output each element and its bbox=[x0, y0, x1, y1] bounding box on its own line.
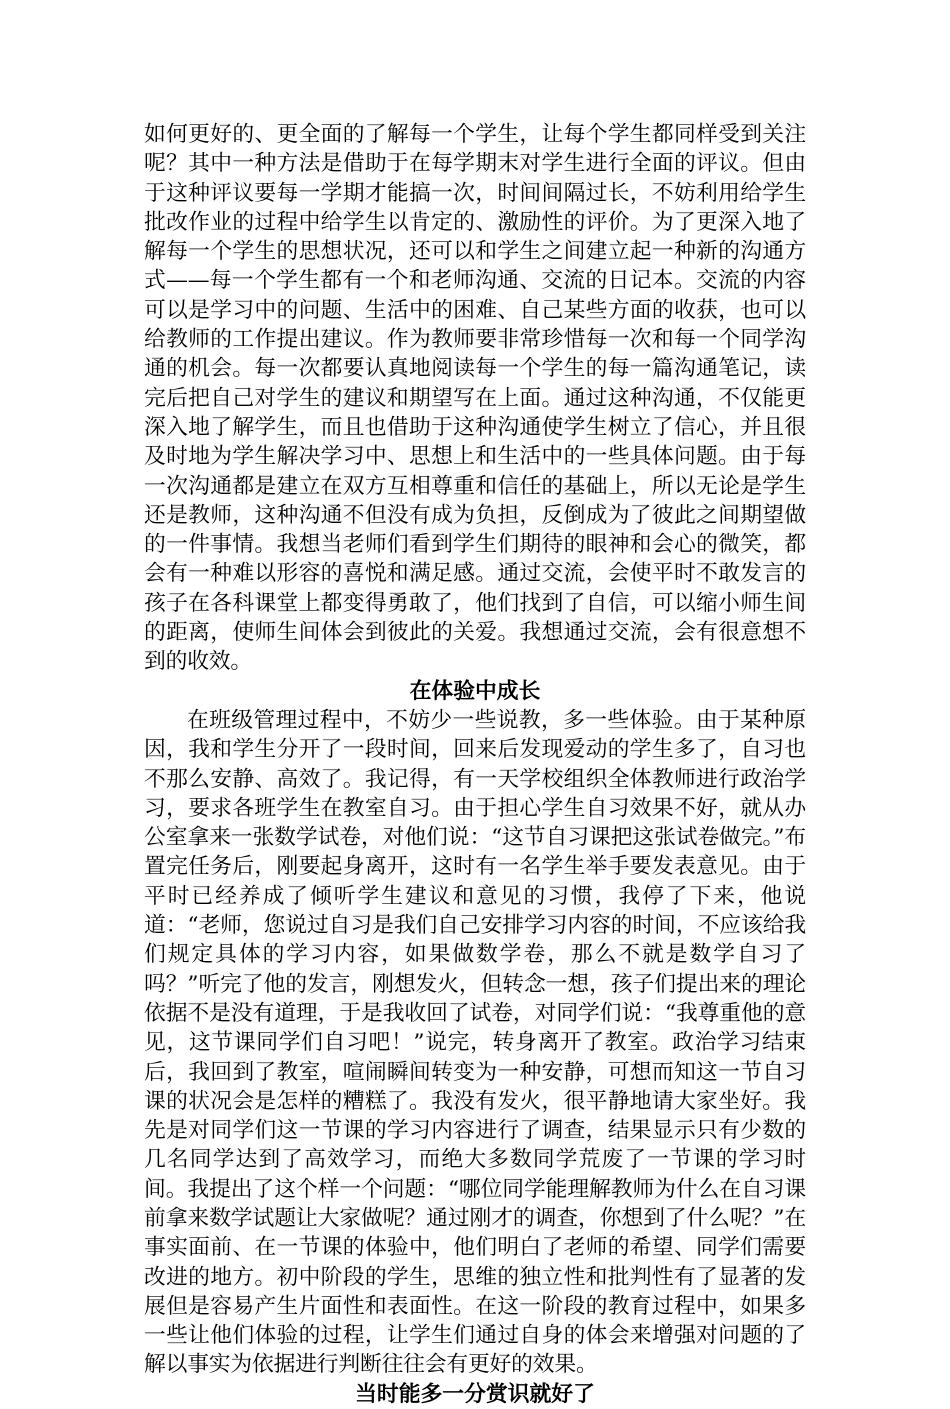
section-heading-experience: 在体验中成长 bbox=[409, 678, 541, 704]
paragraph-experience: 在班级管理过程中，不妨少一些说教，多一些体验。由于某种原因，我和学生分开了一段时间，回来后发现爱动的学生多了，自习也不那么安静、高效了。我记得，有一天学校组织全体教师进行政治学习，要求各班学生在教室自习。由于担心学生自习效果不好，就从办公室拿来一张数学试卷，对他们说：“这节自习课把这张试卷做完。”布置完任务后，刚要起身离开，这时有一名学生举手要发表意见。由于平时已经养成了倾听学生建议和意见的习惯，我停了下来，他说道：“老师，您说过自习是我们自己安排学习内容的时间，不应该给我们规定具体的学习内容，如果做数学卷，那么不就是数学自习了吗？”听完了他的发言，刚想发火，但转念一想，孩子们提出来的理论依据不是没有道理，于是我收回了试卷，对同学们说：“我尊重他的意见，这节课同学们自习吧！”说完，转身离开了教室。政治学习结束后，我回到了教室，喧闹瞬间转变为一种安静，可想而知这一节自习课的状况会是怎样的糟糕了。我没有发火，很平静地请大家坐好。我先是对同学们这一节课的学习内容进行了调查，结果显示只有少数的几名同学达到了高效学习，而绝大多数同学荒废了一节课的学习时间。我提出了这个样一个问题：“哪位同学能理解教师为什么在自习课前拿来数学试题让大家做呢？通过刚才的调查，你想到了什么呢？”在事实面前、在一节课的体验中，他们明白了老师的希望、同学们需要改进的地方。初中阶段的学生，思维的独立性和批判性有了显著的发展但是容易产生片面性和表面性。在这一阶段的教育过程中，如果多一些让他们体验的过程，让学生们通过自身的体会来增强对问题的了解以事实为依据进行判断往往会有更好的效果。 bbox=[144, 707, 806, 1378]
section-heading-appreciation: 当时能多一分赏识就好了 bbox=[355, 1381, 595, 1407]
paragraph-communication: 如何更好的、更全面的了解每一个学生，让每个学生都同样受到关注呢？其中一种方法是借助于在每学期末对学生进行全面的评议。但由于这种评议要每一学期才能搞一次，时间间隔过长，不妨利用给学生批改作业的过程中给学生以肯定的、激励性的评价。为了更深入地了解每一个学生的思想状况，还可以和学生之间建立起一种新的沟通方式——每一个学生都有一个和老师沟通、交流的日记本。交流的内容可以是学习中的问题、生活中的困难、自己某些方面的收获，也可以给教师的工作提出建议。作为教师要非常珍惜每一次和每一个同学沟通的机会。每一次都要认真地阅读每一个学生的每一篇沟通笔记，读完后把自己对学生的建议和期望写在上面。通过这种沟通，不仅能更深入地了解学生，而且也借助于这种沟通使学生树立了信心，并且很及时地为学生解决学习中、思想上和生活中的一些具体问题。由于每一次沟通都是建立在双方互相尊重和信任的基础上，所以无论是学生还是教师，这种沟通不但没有成为负担，反倒成为了彼此之间期望做的一件事情。我想当老师们看到学生们期待的眼神和会心的微笑，都会有一种难以形容的喜悦和满足感。通过交流，会使平时不敢发言的孩子在各科课堂上都变得勇敢了，他们找到了自信，可以缩小师生间的距离，使师生间体会到彼此的关爱。我想通过交流，会有很意想不到的收效。 bbox=[144, 122, 806, 675]
document-page bbox=[144, 120, 806, 1409]
